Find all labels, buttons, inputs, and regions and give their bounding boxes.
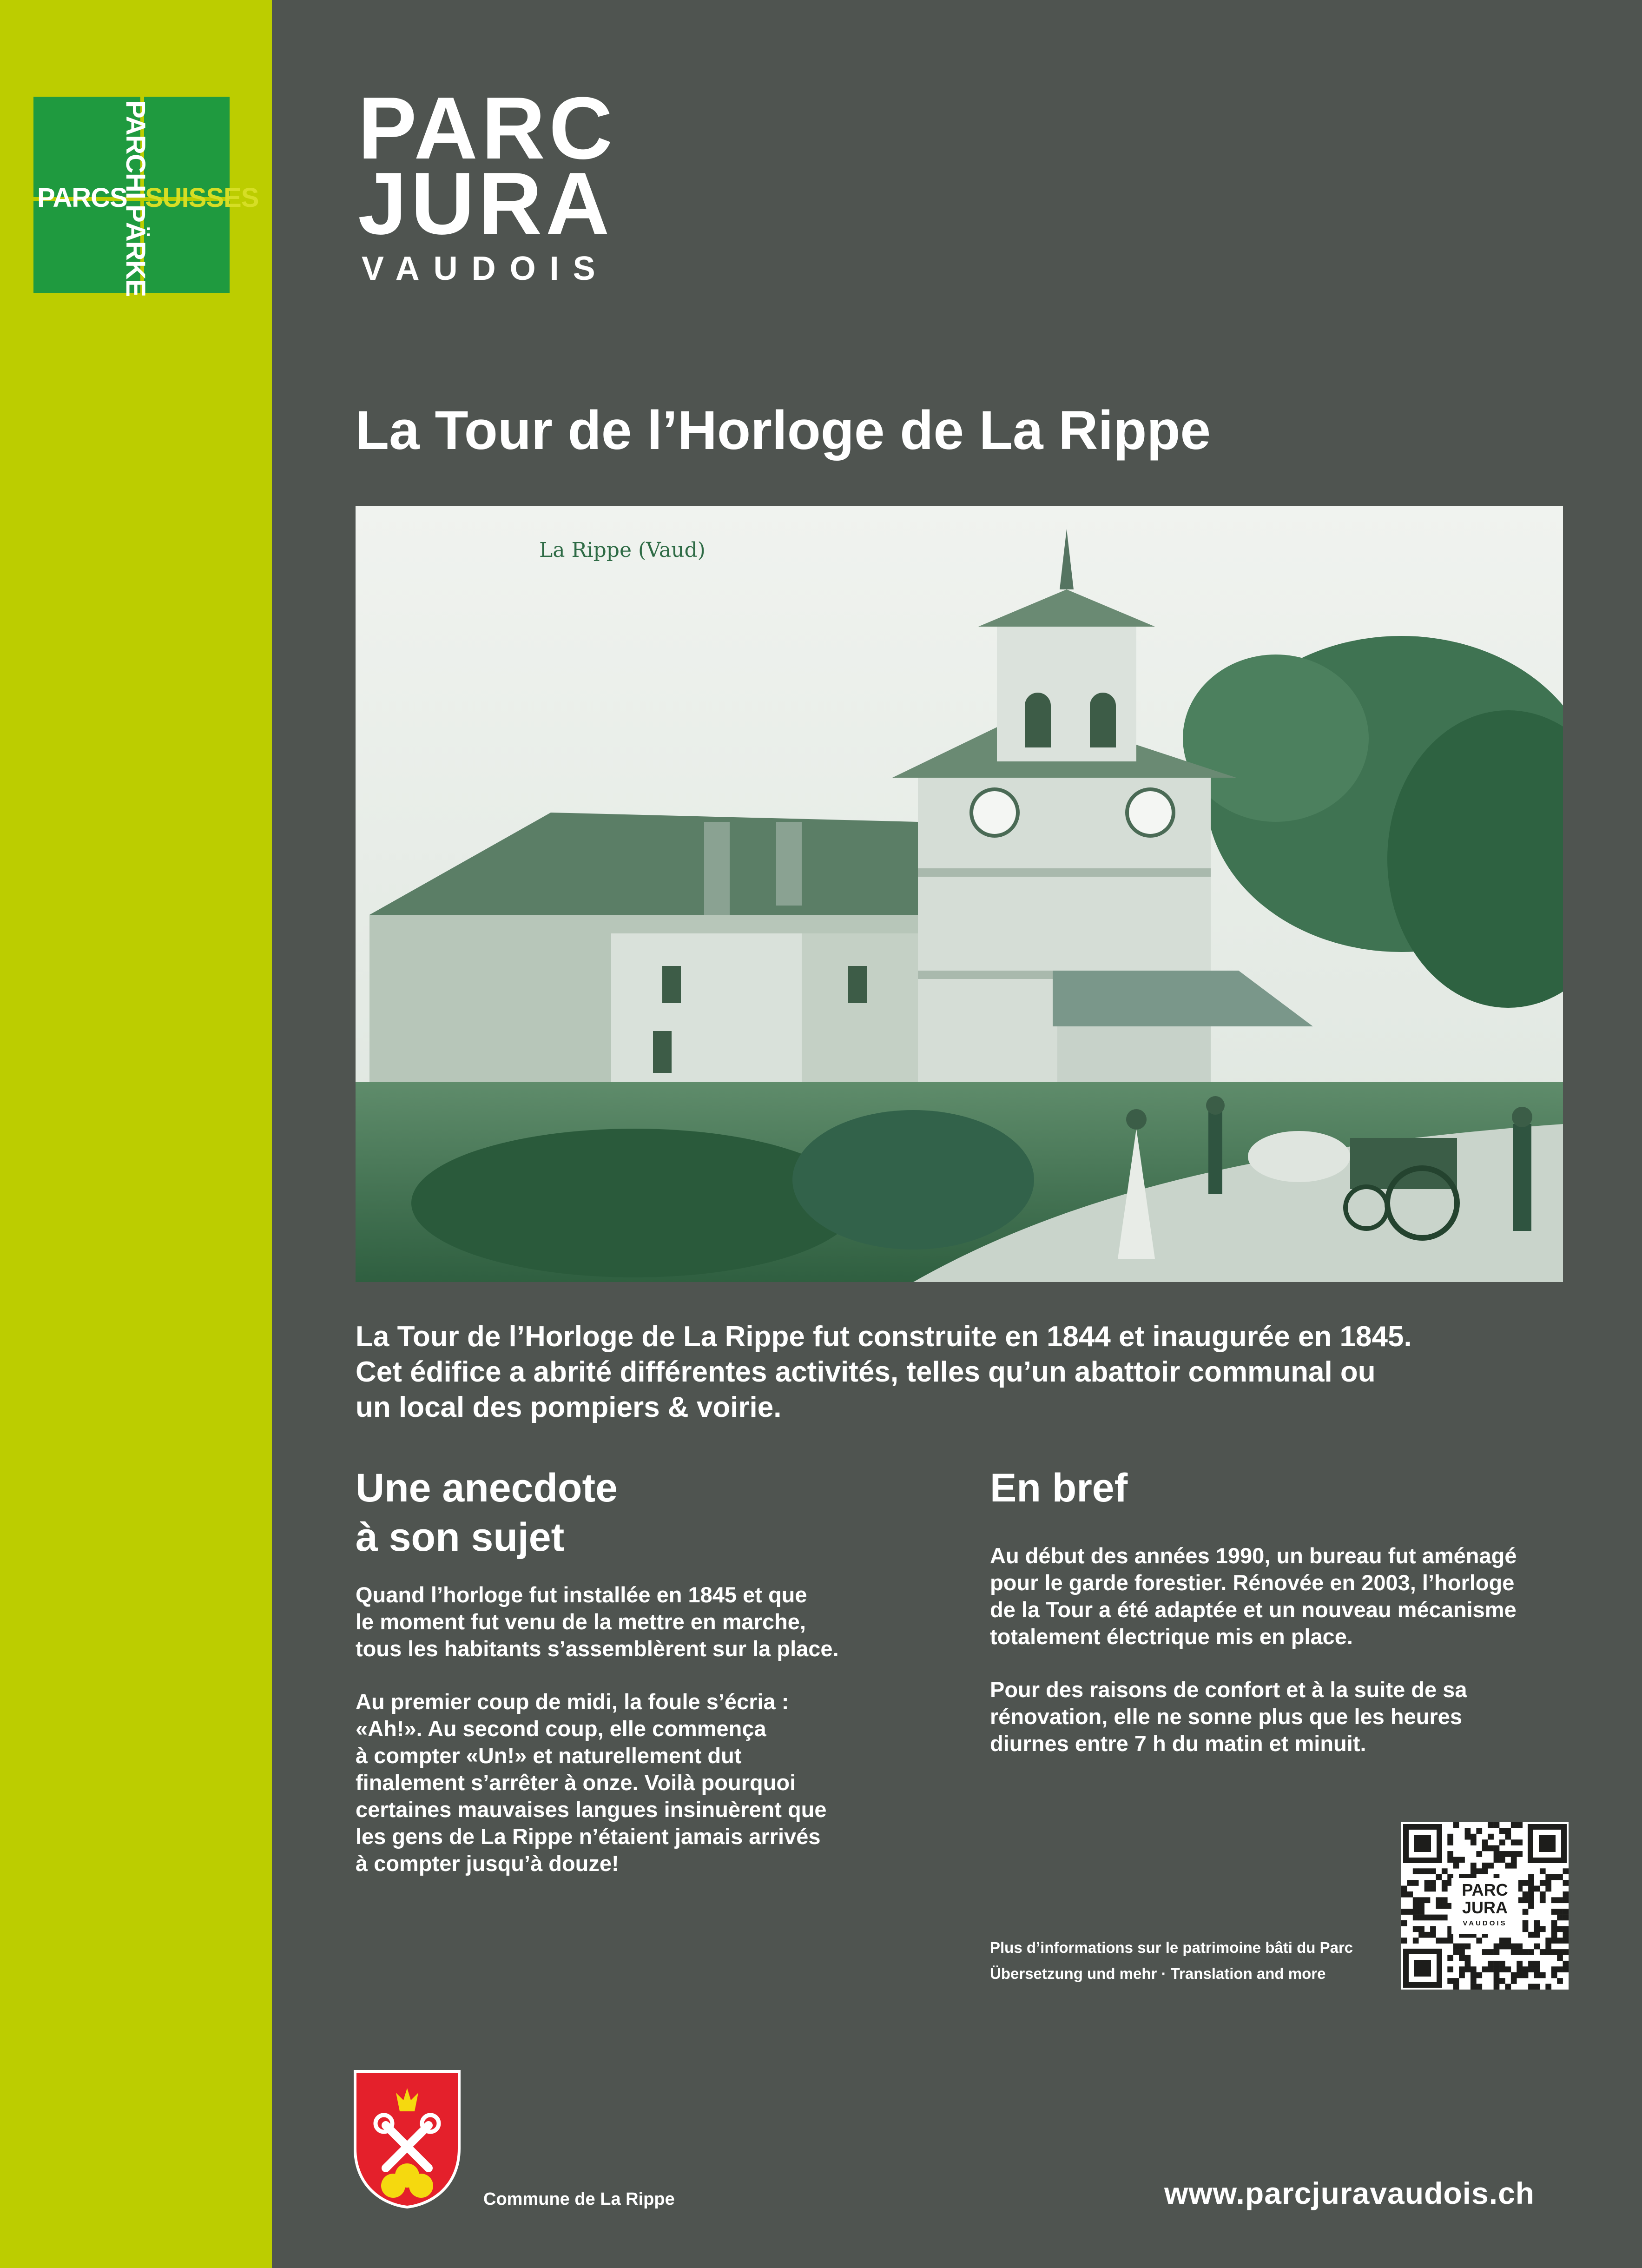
parc-jura-vaudois-logo	[358, 79, 617, 288]
anecdote-text-line: Quand l’horloge fut installée en 1845 et que	[356, 1582, 807, 1607]
historic-postcard-photo	[356, 506, 1563, 1282]
qr-module	[1436, 1937, 1442, 1944]
qr-module	[1447, 1857, 1453, 1863]
qr-module	[1540, 1926, 1546, 1932]
qr-module	[1459, 1944, 1465, 1950]
anecdote-text-line: les gens de La Rippe n’étaient jamais arrivés	[356, 1824, 821, 1849]
qr-module	[1545, 1949, 1551, 1955]
qr-module	[1545, 1937, 1551, 1944]
qr-module	[1523, 1926, 1529, 1932]
brand-line-jura: JURA	[358, 154, 613, 253]
qr-module	[1418, 1909, 1424, 1915]
qr-module	[1442, 1880, 1448, 1886]
qr-module	[1476, 1868, 1482, 1874]
qr-module	[1499, 1851, 1505, 1857]
qr-module	[1447, 1955, 1453, 1961]
anecdote-text-line: finalement s’arrêter à onze. Voilà pourquoi	[356, 1770, 796, 1795]
qr-module	[1511, 1857, 1517, 1863]
qr-module	[1413, 1880, 1419, 1886]
qr-module	[1424, 1868, 1431, 1874]
qr-module	[1551, 1949, 1557, 1955]
qr-module	[1545, 1874, 1551, 1880]
qr-module	[1471, 1978, 1477, 1984]
qr-module	[1488, 1961, 1494, 1967]
qr-module	[1540, 1880, 1546, 1886]
qr-module	[1465, 1834, 1471, 1840]
bref-text-line: rénovation, elle ne sonne plus que les heures	[990, 1704, 1463, 1729]
qr-module	[1499, 1978, 1505, 1984]
qr-module	[1494, 1944, 1500, 1950]
qr-module	[1563, 1961, 1569, 1967]
anecdote-text-line: tous les habitants s’assemblèrent sur la place.	[356, 1636, 839, 1661]
qr-module	[1563, 1915, 1569, 1921]
qr-module	[1563, 1891, 1569, 1898]
parcs-suisses-logo	[33, 97, 259, 297]
qr-module	[1528, 1966, 1534, 1972]
qr-module	[1459, 1857, 1465, 1863]
qr-module	[1459, 1955, 1465, 1961]
qr-module	[1511, 1949, 1517, 1955]
qr-module	[1401, 1891, 1407, 1898]
qr-module	[1557, 1909, 1563, 1915]
qr-module	[1523, 1897, 1529, 1903]
qr-module	[1418, 1926, 1424, 1932]
qr-module	[1482, 1868, 1488, 1874]
qr-module	[1499, 1961, 1505, 1967]
qr-module	[1401, 1886, 1407, 1892]
qr-module	[1505, 1863, 1511, 1869]
qr-module	[1511, 1978, 1517, 1984]
qr-module	[1494, 1822, 1500, 1828]
qr-module	[1488, 1863, 1494, 1869]
qr-module	[1511, 1839, 1517, 1845]
brand-line-parc: PARC	[358, 79, 617, 178]
qr-module	[1442, 1937, 1448, 1944]
qr-module	[1453, 1822, 1459, 1828]
qr-module	[1517, 1944, 1523, 1950]
qr-module	[1424, 1886, 1431, 1892]
postcard-caption: La Rippe (Vaud)	[539, 538, 706, 562]
anecdote-heading-line: Une anecdote	[356, 1466, 618, 1510]
qr-module	[1471, 1863, 1477, 1869]
qr-module	[1563, 1868, 1569, 1874]
qr-module	[1499, 1839, 1505, 1845]
qr-module	[1494, 1972, 1500, 1978]
qr-module	[1528, 1880, 1534, 1886]
qr-module	[1563, 1937, 1569, 1944]
qr-module	[1534, 1932, 1540, 1938]
qr-module	[1499, 1857, 1505, 1863]
qr-module	[1436, 1915, 1442, 1921]
qr-module	[1540, 1949, 1546, 1955]
qr-module	[1413, 1868, 1419, 1874]
qr-module	[1557, 1926, 1563, 1932]
qr-module	[1563, 1909, 1569, 1915]
qr-module	[1557, 1937, 1563, 1944]
logo-text-parchi: PARCHI	[120, 100, 151, 199]
qr-module	[1557, 1874, 1563, 1880]
qr-module	[1471, 1839, 1477, 1845]
qr-module	[1471, 1984, 1477, 1990]
qr-module	[1482, 1845, 1488, 1851]
qr-module	[1505, 1851, 1511, 1857]
qr-module	[1442, 1903, 1448, 1909]
qr-module	[1511, 1944, 1517, 1950]
qr-module	[1528, 1886, 1534, 1892]
qr-module	[1465, 1961, 1471, 1967]
qr-module	[1471, 1834, 1477, 1840]
commune-label: Commune de La Rippe	[483, 2189, 675, 2209]
qr-module	[1528, 1961, 1534, 1967]
qr-module	[1528, 1984, 1534, 1990]
qr-module	[1540, 1972, 1546, 1978]
qr-module	[1517, 1961, 1523, 1967]
qr-module	[1499, 1828, 1505, 1834]
logo-text-parcs: PARCS	[37, 183, 127, 213]
qr-module	[1494, 1978, 1500, 1984]
qr-module	[1494, 1966, 1500, 1972]
qr-module	[1511, 1851, 1517, 1857]
qr-module	[1551, 1897, 1557, 1903]
qr-module	[1465, 1944, 1471, 1950]
qr-module	[1517, 1972, 1523, 1978]
qr-module	[1430, 1868, 1436, 1874]
qr-module	[1442, 1897, 1448, 1903]
intro-line: un local des pompiers & voirie.	[356, 1391, 782, 1423]
qr-module	[1424, 1897, 1431, 1903]
qr-module	[1447, 1834, 1453, 1840]
qr-module	[1459, 1966, 1465, 1972]
qr-module	[1534, 1926, 1540, 1932]
qr-module	[1534, 1920, 1540, 1926]
qr-module	[1471, 1972, 1477, 1978]
qr-module	[1401, 1909, 1407, 1915]
qr-module	[1465, 1828, 1471, 1834]
qr-module	[1453, 1949, 1459, 1955]
qr-module	[1517, 1822, 1523, 1828]
qr-module	[1551, 1932, 1557, 1938]
qr-module	[1430, 1880, 1436, 1886]
qr-module	[1505, 1984, 1511, 1990]
qr-module	[1453, 1944, 1459, 1950]
qr-module	[1517, 1839, 1523, 1845]
qr-module	[1517, 1949, 1523, 1955]
qr-module	[1413, 1937, 1419, 1944]
qr-module	[1557, 1949, 1563, 1955]
qr-module	[1436, 1897, 1442, 1903]
qr-module	[1545, 1984, 1551, 1990]
qr-module	[1563, 1966, 1569, 1972]
bref-text-line: Pour des raisons de confort et à la suite de sa	[990, 1677, 1467, 1702]
qr-module	[1528, 1932, 1534, 1938]
qr-module	[1551, 1972, 1557, 1978]
qr-info-line: Plus d’informations sur le patrimoine bâti du Parc	[990, 1939, 1353, 1956]
anecdote-text-line: certaines mauvaises langues insinuèrent que	[356, 1797, 827, 1822]
logo-text-parke: PÄRKE	[120, 205, 151, 297]
intro-line: Cet édifice a abrité différentes activités, telles qu’un abattoir communal ou	[356, 1356, 1376, 1388]
qr-module	[1407, 1909, 1413, 1915]
qr-module	[1505, 1944, 1511, 1950]
qr-module	[1471, 1966, 1477, 1972]
qr-module	[1534, 1886, 1540, 1892]
qr-module	[1418, 1903, 1424, 1909]
qr-module	[1528, 1874, 1534, 1880]
qr-module	[1482, 1949, 1488, 1955]
qr-module	[1442, 1868, 1448, 1874]
qr-module	[1418, 1897, 1424, 1903]
qr-module	[1465, 1955, 1471, 1961]
qr-module	[1447, 1851, 1453, 1857]
qr-module	[1494, 1857, 1500, 1863]
qr-module	[1413, 1897, 1419, 1903]
intro-line: La Tour de l’Horloge de La Rippe fut construite en 1844 et inaugurée en 1845.	[356, 1321, 1412, 1353]
qr-module	[1482, 1863, 1488, 1869]
qr-module	[1505, 1834, 1511, 1840]
qr-module	[1424, 1932, 1431, 1938]
qr-module	[1476, 1984, 1482, 1990]
qr-module	[1523, 1920, 1529, 1926]
qr-module	[1528, 1903, 1534, 1909]
qr-module	[1447, 1937, 1453, 1944]
qr-module	[1505, 1828, 1511, 1834]
qr-module	[1476, 1937, 1482, 1944]
qr-module	[1447, 1966, 1453, 1972]
bref-text-line: pour le garde forestier. Rénovée en 2003, l’horloge	[990, 1570, 1515, 1595]
qr-module	[1459, 1972, 1465, 1978]
qr-module	[1563, 1949, 1569, 1955]
anecdote-text-line: à compter jusqu’à douze!	[356, 1851, 619, 1876]
qr-info-line: Übersetzung und mehr · Translation and more	[990, 1965, 1326, 1982]
qr-module	[1551, 1920, 1557, 1926]
qr-module	[1499, 1937, 1505, 1944]
qr-module	[1551, 1937, 1557, 1944]
qr-module	[1511, 1972, 1517, 1978]
page-title: La Tour de l’Horloge de La Rippe	[356, 400, 1211, 461]
sidebar-strip	[0, 0, 272, 2268]
qr-module	[1517, 1851, 1523, 1857]
qr-module	[1523, 1909, 1529, 1915]
qr-module	[1528, 1891, 1534, 1898]
qr-module	[1430, 1932, 1436, 1938]
qr-module	[1453, 1863, 1459, 1869]
qr-module	[1563, 1926, 1569, 1932]
qr-module	[1557, 1897, 1563, 1903]
qr-module	[1401, 1920, 1407, 1926]
en-bref-heading: En bref	[990, 1466, 1128, 1510]
qr-module	[1499, 1966, 1505, 1972]
qr-module	[1418, 1932, 1424, 1938]
qr-module	[1557, 1955, 1563, 1961]
qr-module	[1447, 1978, 1453, 1984]
qr-module	[1407, 1891, 1413, 1898]
qr-module	[1563, 1897, 1569, 1903]
qr-module	[1551, 1966, 1557, 1972]
qr-module	[1407, 1880, 1413, 1886]
qr-module	[1442, 1886, 1448, 1892]
qr-module	[1453, 1978, 1459, 1984]
qr-module	[1424, 1915, 1431, 1921]
qr-module	[1545, 1886, 1551, 1892]
qr-module	[1453, 1857, 1459, 1863]
qr-module	[1488, 1822, 1494, 1828]
qr-module	[1401, 1937, 1407, 1944]
qr-module	[1418, 1868, 1424, 1874]
qr-module	[1442, 1915, 1448, 1921]
qr-info-text	[990, 1935, 1353, 1987]
qr-module	[1488, 1949, 1494, 1955]
qr-module	[1488, 1834, 1494, 1840]
qr-module	[1523, 1891, 1529, 1898]
qr-module	[1534, 1961, 1540, 1967]
qr-module	[1505, 1966, 1511, 1972]
qr-module	[1551, 1909, 1557, 1915]
qr-module	[1523, 1966, 1529, 1972]
qr-module	[1494, 1949, 1500, 1955]
qr-module	[1447, 1839, 1453, 1845]
qr-module	[1413, 1903, 1419, 1909]
qr-module	[1545, 1880, 1551, 1886]
anecdote-heading-line: à son sujet	[356, 1515, 565, 1560]
bref-text-line: diurnes entre 7 h du matin et minuit.	[990, 1731, 1366, 1756]
qr-module	[1453, 1984, 1459, 1990]
qr-module	[1494, 1984, 1500, 1990]
qr-module	[1557, 1978, 1563, 1984]
qr-module	[1476, 1851, 1482, 1857]
brand-line-vaudois: VAUDOIS	[362, 250, 609, 287]
qr-module	[1534, 1966, 1540, 1972]
anecdote-text-line: «Ah!». Au second coup, elle commença	[356, 1716, 766, 1741]
website-link[interactable]: www.parcjuravaudois.ch	[1164, 2176, 1535, 2210]
logo-text-suisses: SUISSES	[145, 183, 259, 213]
qr-module	[1563, 1880, 1569, 1886]
qr-code[interactable]	[1401, 1822, 1569, 1990]
qr-module	[1511, 1822, 1517, 1828]
qr-module	[1436, 1903, 1442, 1909]
qr-module	[1551, 1926, 1557, 1932]
qr-logo-line-vaudois: VAUDOIS	[1463, 1919, 1507, 1927]
qr-module	[1413, 1926, 1419, 1932]
qr-module	[1494, 1961, 1500, 1967]
coat-of-arms	[353, 2070, 461, 2209]
qr-module	[1459, 1949, 1465, 1955]
qr-module	[1534, 1972, 1540, 1978]
qr-module	[1528, 1949, 1534, 1955]
qr-module	[1534, 1984, 1540, 1990]
anecdote-text-line: Au premier coup de midi, la foule s’écria :	[356, 1689, 789, 1714]
qr-module	[1413, 1915, 1419, 1921]
qr-module	[1551, 1874, 1557, 1880]
qr-module	[1494, 1845, 1500, 1851]
qr-module	[1494, 1851, 1500, 1857]
qr-module	[1413, 1909, 1419, 1915]
bref-text-line: Au début des années 1990, un bureau fut aménagé	[990, 1543, 1517, 1568]
qr-module	[1523, 1949, 1529, 1955]
qr-module	[1471, 1868, 1477, 1874]
bref-text-line: de la Tour a été adaptée et un nouveau mécanisme	[990, 1597, 1517, 1622]
qr-module	[1523, 1972, 1529, 1978]
qr-logo-line-jura: JURA	[1462, 1898, 1508, 1917]
qr-module	[1488, 1845, 1494, 1851]
qr-module	[1557, 1915, 1563, 1921]
anecdote-text-line: le moment fut venu de la mettre en marche,	[356, 1609, 806, 1634]
qr-module	[1465, 1966, 1471, 1972]
qr-logo-line-parc: PARC	[1462, 1880, 1508, 1899]
qr-module	[1430, 1915, 1436, 1921]
qr-module	[1563, 1932, 1569, 1938]
qr-module	[1436, 1874, 1442, 1880]
en-bref-section	[990, 1463, 1576, 1757]
qr-module	[1545, 1944, 1551, 1950]
anecdote-text-line: à compter «Un!» et naturellement dut	[356, 1743, 742, 1768]
bref-text-line: totalement électrique mis en place.	[990, 1624, 1353, 1649]
qr-module	[1557, 1966, 1563, 1972]
qr-module	[1523, 1880, 1529, 1886]
qr-module	[1540, 1897, 1546, 1903]
qr-module	[1482, 1839, 1488, 1845]
qr-module	[1511, 1863, 1517, 1869]
qr-module	[1528, 1897, 1534, 1903]
qr-module	[1418, 1915, 1424, 1921]
qr-module	[1430, 1926, 1436, 1932]
intro-paragraph	[356, 1319, 1587, 1425]
qr-module	[1505, 1937, 1511, 1944]
qr-module	[1540, 1868, 1546, 1874]
qr-module	[1517, 1966, 1523, 1972]
qr-module	[1476, 1828, 1482, 1834]
qr-module	[1430, 1886, 1436, 1892]
qr-module	[1482, 1966, 1488, 1972]
qr-module	[1488, 1966, 1494, 1972]
qr-module	[1540, 1891, 1546, 1898]
qr-module	[1534, 1944, 1540, 1950]
qr-module	[1424, 1880, 1431, 1886]
qr-module	[1476, 1972, 1482, 1978]
qr-module	[1499, 1944, 1505, 1950]
anecdote-section	[356, 1463, 867, 1877]
